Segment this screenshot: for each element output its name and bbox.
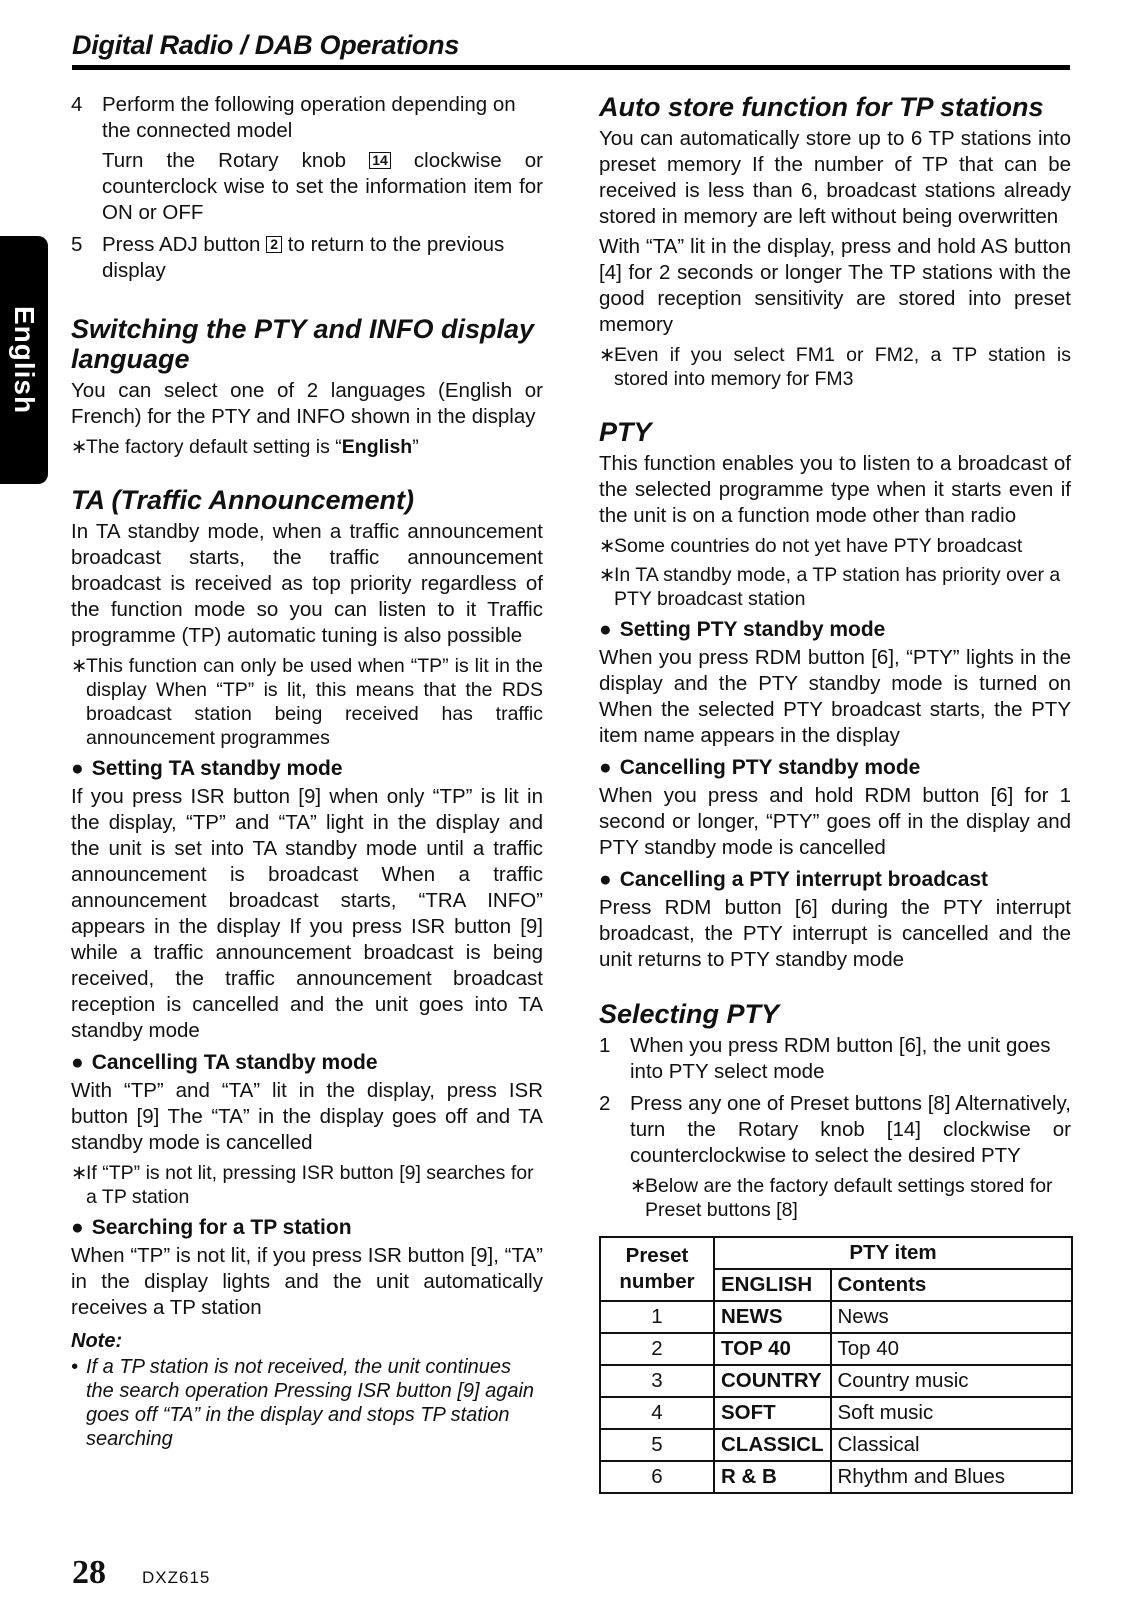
page-footer (72, 1554, 210, 1592)
subheading-cancelling-pty: ● Cancelling PTY standby mode (599, 756, 921, 779)
subheading-setting-pty: ● Setting PTY standby mode (599, 618, 886, 641)
subheading-cancelling-ta: ● Cancelling TA standby mode (71, 1051, 378, 1074)
preset-number-cell: 6 (600, 1461, 714, 1493)
step-text: When you press RDM button [6], the unit goes into PTY select mode (630, 1034, 1051, 1083)
section-body: You can select one of 2 languages (English or French) for the PTY and INFO shown in the display (71, 379, 543, 428)
step-number: 4 (71, 93, 83, 116)
section-heading-ta: TA (Traffic Announcement) (71, 485, 415, 515)
note: ∗ This function can only be used when “TP” is lit in the display When “TP” is lit, this means that the RDS broadcast station being received has traffic announcement programmes (71, 655, 543, 749)
table-header-english: ENGLISH (714, 1269, 831, 1301)
section-heading-selecting-pty: Selecting PTY (599, 999, 780, 1029)
header-rule (72, 65, 1070, 70)
contents-cell: News (831, 1301, 1073, 1333)
preset-number-cell: 2 (600, 1333, 714, 1365)
section-heading-pty-language: Switching the PTY and INFO display language (71, 314, 535, 374)
english-cell: CLASSICL (714, 1429, 831, 1461)
english-cell: SOFT (714, 1397, 831, 1429)
table-header-pty-item: PTY item (714, 1237, 1072, 1269)
section-heading-auto-store: Auto store function for TP stations (599, 92, 1044, 122)
note: • If a TP station is not received, the unit continues the search operation Pressing ISR button [9] again goes off “TA” in the display and stops TP station searching (71, 1356, 535, 1450)
section-body: When “TP” is not lit, if you press ISR button [9], “TA” in the display lights and the unit automatically receives a TP station (71, 1244, 543, 1319)
section-body: You can automatically store up to 6 TP stations into preset memory If the number of TP that can be received is less than 6, broadcast stations already stored in memory are left without being overwritten (599, 127, 1071, 228)
step-5 (71, 232, 543, 284)
page-number: 28 (72, 1554, 106, 1591)
note-label: Note: (71, 1330, 123, 1352)
table-row (600, 1461, 1072, 1493)
table-body (600, 1301, 1072, 1493)
language-side-tab (0, 236, 48, 484)
preset-number-cell: 1 (600, 1301, 714, 1333)
note: ∗ Some countries do not yet have PTY broadcast (599, 535, 1023, 557)
side-tab-label: English (9, 305, 40, 415)
english-cell: COUNTRY (714, 1365, 831, 1397)
contents-cell: Country music (831, 1365, 1073, 1397)
english-cell: TOP 40 (714, 1333, 831, 1365)
step-4 (71, 92, 543, 226)
section-body: If you press ISR button [9] when only “TP” is lit in the display, “TP” and “TA” light in the display and the unit is set into TA standby mode until a traffic announcement is broadcast When a traffic announcement broadcast starts, “TRA INFO” appears in the display If you press ISR button [9] while a traffic announcement broadcast is being received, the traffic announcement broadcast reception is cancelled and the unit goes into TA standby mode (71, 785, 543, 1042)
step-number: 1 (599, 1034, 611, 1057)
page-header (72, 30, 1070, 70)
step-1 (599, 1033, 1071, 1085)
contents-cell: Top 40 (831, 1333, 1073, 1365)
button-number-badge: 2 (266, 236, 282, 253)
page-title: Digital Radio / DAB Operations (72, 30, 460, 60)
subheading-cancelling-pty-interrupt: ● Cancelling a PTY interrupt broadcast (599, 868, 989, 891)
section-body: In TA standby mode, when a traffic announcement broadcast starts, the traffic announcement broadcast is received as top priority regardless of the function mode so you can listen to it Traffic programme (TP) automatic tuning is also possible (71, 520, 543, 647)
preset-number-cell: 4 (600, 1397, 714, 1429)
subheading-setting-ta: ● Setting TA standby mode (71, 757, 343, 780)
preset-number-cell: 3 (600, 1365, 714, 1397)
section-body: With “TP” and “TA” lit in the display, press ISR button [9] The “TA” in the display goes off and TA standby mode is cancelled (71, 1079, 543, 1154)
english-cell: R & B (714, 1461, 831, 1493)
contents-cell: Rhythm and Blues (831, 1461, 1073, 1493)
step-text: Press ADJ button 2 to return to the previous display (102, 233, 505, 282)
note: ∗ Below are the factory default settings stored for Preset buttons [8] (630, 1175, 1053, 1221)
step-2 (599, 1091, 1071, 1222)
table-row (600, 1429, 1072, 1461)
left-column (71, 92, 543, 1451)
table-row (600, 1397, 1072, 1429)
section-body: When you press RDM button [6], “PTY” lights in the display and the PTY standby mode is turned on When the selected PTY broadcast starts, the PTY item name appears in the display (599, 646, 1071, 747)
model-name: DXZ615 (142, 1568, 211, 1587)
step-number: 5 (71, 233, 83, 256)
note: ∗ The factory default setting is “English” (71, 436, 419, 458)
step-number: 2 (599, 1092, 611, 1115)
note: ∗ Even if you select FM1 or FM2, a TP station is stored into memory for FM3 (599, 344, 1071, 390)
section-body: Press RDM button [6] during the PTY interrupt broadcast, the PTY interrupt is cancelled and the unit returns to PTY standby mode (599, 896, 1071, 971)
button-number-badge: 14 (369, 152, 391, 169)
contents-cell: Classical (831, 1429, 1073, 1461)
table-row (600, 1301, 1072, 1333)
section-heading-pty: PTY (599, 417, 652, 447)
section-body: With “TA” lit in the display, press and hold AS button [4] for 2 seconds or longer The TP stations with the good reception sensitivity are stored into preset memory (599, 235, 1071, 336)
section-body: This function enables you to listen to a broadcast of the selected programme type when it starts even if the unit is on a function mode other than radio (599, 452, 1071, 527)
step-subtext: Turn the Rotary knob 14 clockwise or counterclock wise to set the information item for ON or OFF (102, 149, 543, 224)
note: ∗ In TA standby mode, a TP station has priority over a PTY broadcast station (599, 564, 1061, 610)
pty-preset-table (599, 1236, 1073, 1494)
note: ∗ If “TP” is not lit, pressing ISR button [9] searches for a TP station (71, 1162, 534, 1208)
table-row (600, 1365, 1072, 1397)
step-text: Perform the following operation depending on the connected model (102, 93, 516, 142)
table-header-contents: Contents (831, 1269, 1073, 1301)
section-body: When you press and hold RDM button [6] for 1 second or longer, “PTY” goes off in the display and PTY standby mode is cancelled (599, 784, 1071, 859)
step-text: Press any one of Preset buttons [8] Alternatively, turn the Rotary knob [14] clockwise or counterclockwise to select the desired PTY (630, 1092, 1071, 1167)
subheading-searching-tp: ● Searching for a TP station (71, 1216, 352, 1239)
contents-cell: Soft music (831, 1397, 1073, 1429)
table-row (600, 1333, 1072, 1365)
preset-number-cell: 5 (600, 1429, 714, 1461)
english-cell: NEWS (714, 1301, 831, 1333)
table-header-preset: Preset number (600, 1237, 714, 1301)
right-column (599, 92, 1071, 1494)
